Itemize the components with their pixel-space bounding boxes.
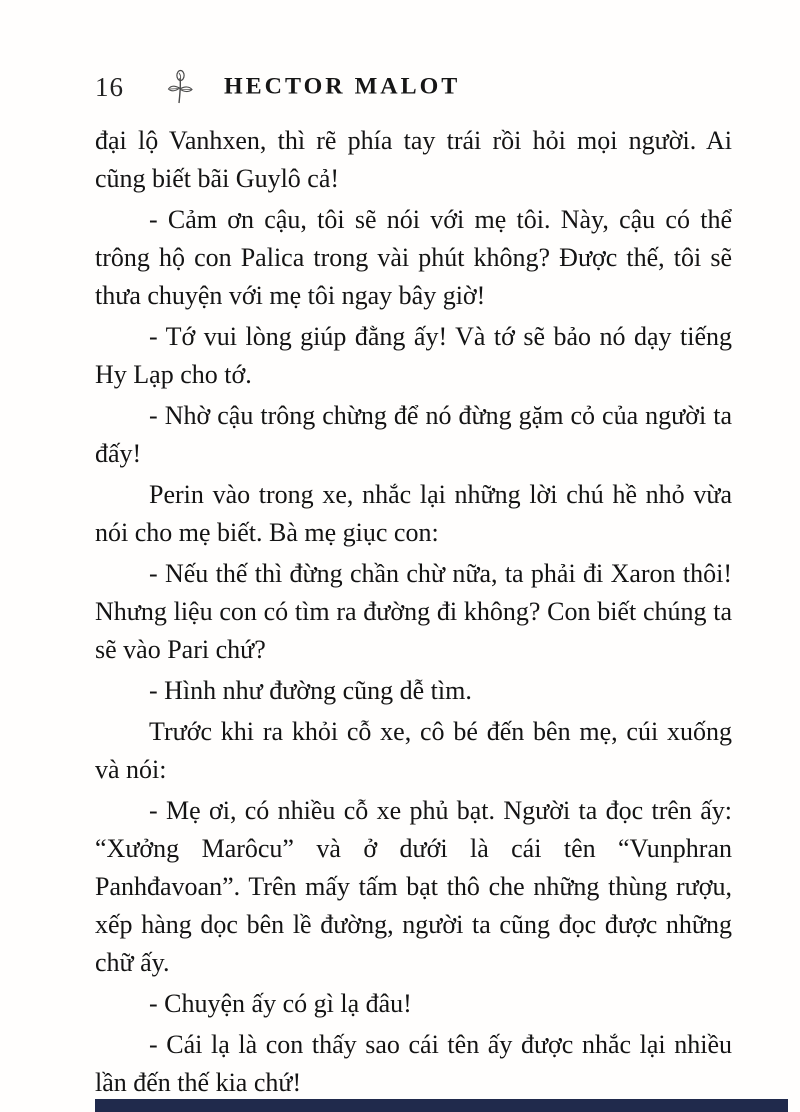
paragraph: Trước khi ra khỏi cỗ xe, cô bé đến bên mẹ, cúi xuống và nói: (95, 717, 732, 784)
page-body (95, 122, 732, 1105)
paragraph: - Nếu thế thì đừng chần chừ nữa, ta phải đi Xaron thôi! Nhưng liệu con có tìm ra đường đi không? Con biết chúng ta sẽ vào Pari chứ? (95, 559, 732, 664)
paragraph: - Mẹ ơi, có nhiều cỗ xe phủ bạt. Người ta đọc trên ấy: “Xưởng Marôcu” và ở dưới là cái tên “Vunphran Panhđavoan”. Trên mấy tấm bạt thô che những thùng rượu, xếp hàng dọc bên lề đường, người ta cũng đọc được những chữ ấy. (95, 796, 732, 977)
rose-sprig-icon (166, 69, 196, 105)
paragraph: - Chuyện ấy có gì lạ đâu! (149, 989, 412, 1018)
paragraph: đại lộ Vanhxen, thì rẽ phía tay trái rồi hỏi mọi người. Ai cũng biết bãi Guylô cả! (95, 126, 732, 193)
page-number: 16 (95, 71, 124, 102)
running-head-author: HECTOR MALOT (224, 74, 461, 99)
paragraph: - Tớ vui lòng giúp đằng ấy! Và tớ sẽ bảo nó dạy tiếng Hy Lạp cho tớ. (95, 322, 732, 389)
paragraph: - Nhờ cậu trông chừng để nó đừng gặm cỏ của người ta đấy! (95, 401, 732, 468)
footer-accent-bar (95, 1099, 788, 1112)
paragraph: - Hình như đường cũng dễ tìm. (149, 676, 472, 705)
paragraph: Perin vào trong xe, nhắc lại những lời chú hề nhỏ vừa nói cho mẹ biết. Bà mẹ giục con: (95, 480, 732, 547)
paragraph: - Cái lạ là con thấy sao cái tên ấy được nhắc lại nhiều lần đến thế kia chứ! (95, 1030, 732, 1097)
paragraph: - Cảm ơn cậu, tôi sẽ nói với mẹ tôi. Này, cậu có thể trông hộ con Palica trong vài phút không? Được thế, tôi sẽ thưa chuyện với mẹ tôi ngay bây giờ! (95, 205, 732, 310)
page-header (95, 70, 730, 104)
